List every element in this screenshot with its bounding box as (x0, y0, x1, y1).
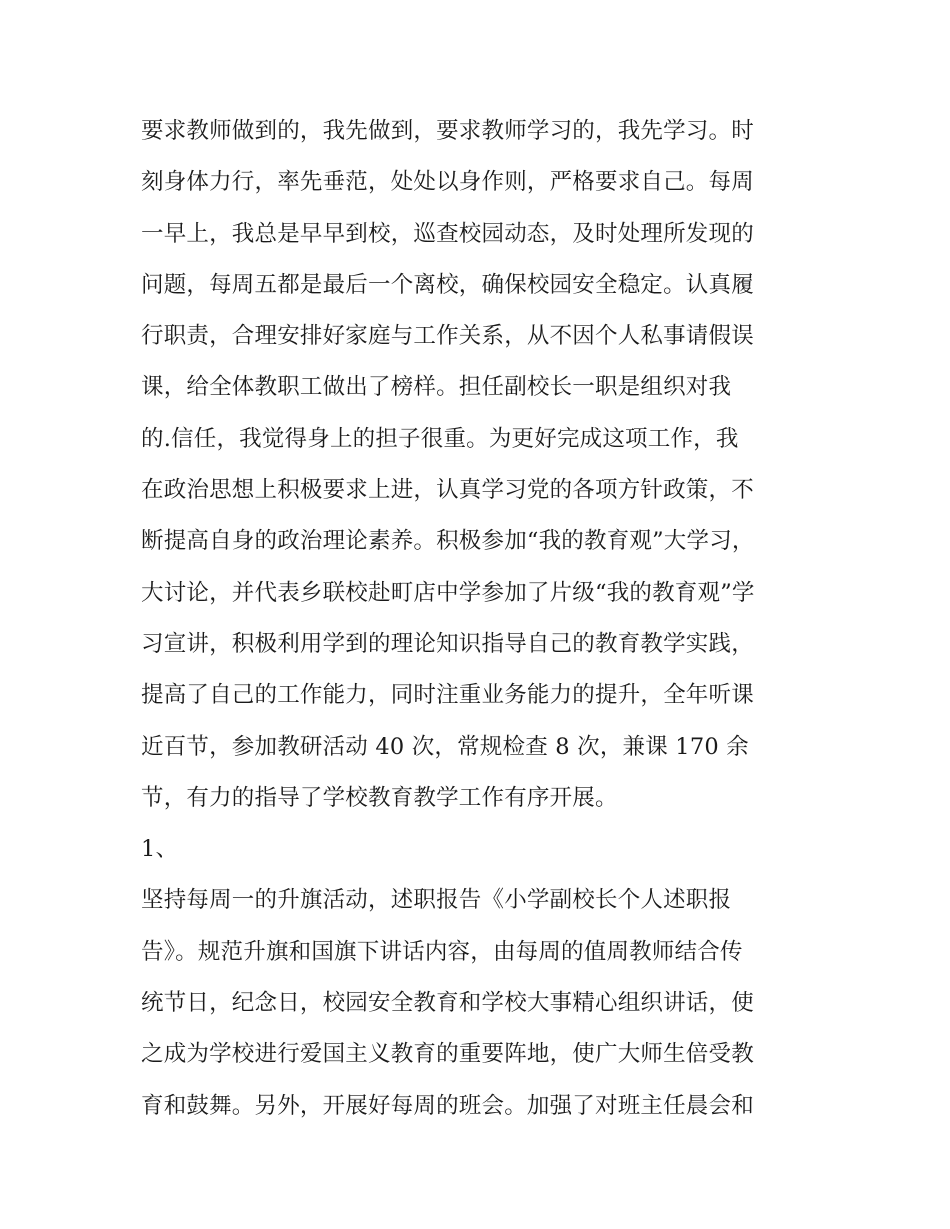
text-line: 一早上，我总是早早到校，巡查校园动态，及时处理所发现的 (141, 220, 754, 247)
text-line: 统节日，纪念日，校园安全教育和学校大事精心组织讲话，使 (141, 990, 754, 1017)
text-line: 刻身体力行，率先垂范，处处以身作则，严格要求自己。每周 (141, 169, 754, 196)
text-line: 习宣讲，积极利用学到的理论知识指导自己的教育教学实践， (141, 630, 754, 657)
list-number: 1、 (141, 836, 179, 863)
text-line: 要求教师做到的，我先做到，要求教师学习的，我先学习。时 (141, 118, 754, 144)
text-line: 节，有力的指导了学校教育教学工作有序开展。 (141, 784, 618, 811)
text-line: 提高了自己的工作能力，同时注重业务能力的提升，全年听课 (141, 682, 754, 709)
text-line: 告》。规范升旗和国旗下讲话内容，由每周的值周教师结合传 (141, 938, 743, 965)
text-line: 的.信任，我觉得身上的担子很重。为更好完成这项工作，我 (141, 425, 739, 452)
text-line: 近百节，参加教研活动 40 次，常规检查 8 次，兼课 170 余 (141, 733, 749, 760)
text-line: 问题，每周五都是最后一个离校，确保校园安全稳定。认真履 (141, 271, 754, 298)
text-line: 之成为学校进行爱国主义教育的重要阵地，使广大师生倍受教 (141, 1041, 754, 1068)
body-text (141, 112, 821, 1138)
text-line: 课，给全体教职工做出了榜样。担任副校长一职是组织对我 (141, 374, 732, 401)
text-line: 行职责，合理安排好家庭与工作关系，从不因个人私事请假误 (141, 323, 754, 350)
text-line: 育和鼓舞。另外，开展好每周的班会。加强了对班主任晨会和 (141, 1092, 754, 1119)
text-line: 坚持每周一的升旗活动，述职报告《小学副校长个人述职报 (141, 887, 732, 914)
text-line: 在政治思想上积极要求上进，认真学习党的各项方针政策，不 (141, 477, 754, 504)
text-line: 大讨论，并代表乡联校赴町店中学参加了片级“我的教育观”学 (141, 579, 755, 606)
text-line: 断提高自身的政治理论素养。积极参加“我的教育观”大学习， (141, 528, 755, 555)
